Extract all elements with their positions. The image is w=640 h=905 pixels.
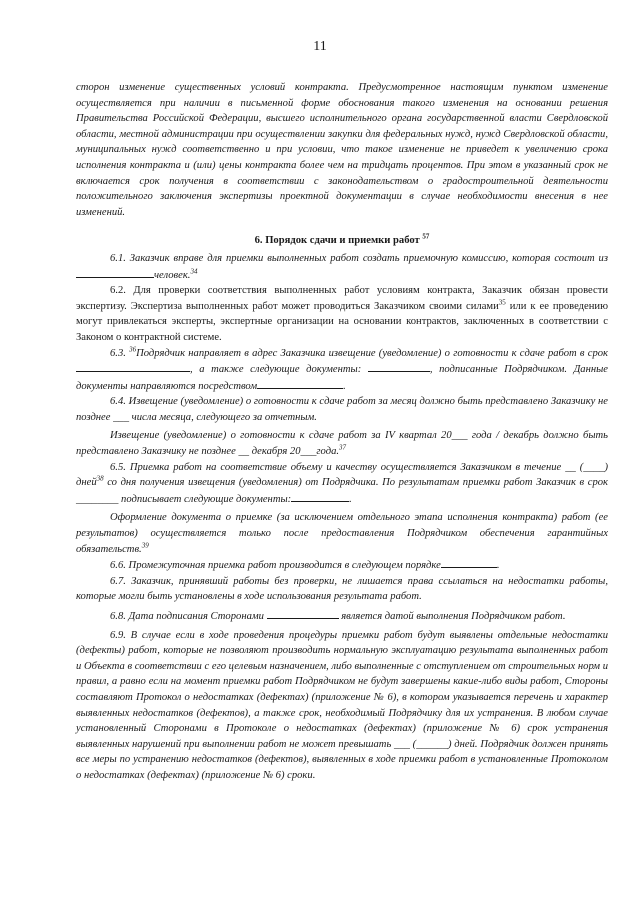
clause-6-5 [76, 460, 608, 508]
section-heading-text: 6. Порядок сдачи и приемки работ [254, 235, 420, 247]
blank-line [267, 608, 339, 619]
clause-6-9: 6.9. В случае если в ходе проведения процедуры приемки работ будут выявлены отдельные недостатки (дефекты) работ, которые не позволяют производить нормальную эксплуатацию результата выполненных работ и Объекта в соответствии с его целевым назначением, либо выполненные с отступлением от строительных норм и правил, а равно если на момент приемки работ Подрядчиком не будут завершены какие-либо виды работ, Стороны составляют Протокол о недостатках (дефектах) (приложение № 6), в котором указывается перечень и характер выявленных недостатков (дефектов), а также срок, необходимый Подрядчику для их устранения. В любом случае установленный Сторонами в Протоколе о недостатках (дефектах) (приложение № 6) срок устранения выявленных нарушений при выполнении работ не может превышать ___ (______) дней. Подрядчик должен принять все меры по устранению недостатков (дефектов), выявленных в ходе приемки работ в установленные Протоколом о недостатках (дефектах) (приложение № 6) сроки. [76, 629, 608, 781]
footnote-ref-34: 34 [190, 267, 198, 275]
clause-6-6 [76, 557, 608, 574]
blank-line [76, 361, 190, 372]
clause-6-3-end: . [343, 380, 346, 392]
clause-6-2-tail: или к ее проведению могут привлекаться эксперты, экспертные организации на основании контрактов, заключенных в соответствии с Законом о контрактной системе. [76, 300, 608, 343]
clause-6-6-text: 6.6. Промежуточная приемка работ производится в следующем порядке [110, 560, 441, 572]
clause-6-6-end: . [496, 560, 500, 572]
clause-6-7: 6.7. Заказчик, принявший работы без проверки, не лишается права ссылаться на недостатки работы, которые могли быть установлены в ходе использования результата работ. [76, 575, 608, 603]
clause-6-4-note [76, 428, 608, 459]
section-heading [76, 233, 608, 249]
clause-6-3-text: Подрядчик направляет в адрес Заказчика извещение (уведомление) о готовности к сдаче работ в срок [136, 347, 608, 359]
blank-line [291, 491, 349, 502]
clause-6-8 [76, 608, 608, 625]
clause-6-3-text-2: , а также следующие документы: [190, 364, 362, 376]
clause-6-3-num: 6.3. [110, 347, 130, 359]
clause-6-5-note [76, 510, 608, 557]
clause-6-1-text: 6.1. Заказчик вправе для приемки выполненных работ создать приемочную комиссию, которая состоит из [110, 252, 608, 264]
document-body [76, 80, 608, 784]
clause-6-4-note-text: Извещение (уведомление) о готовности к сдаче работ за IV квартал 20___ года / декабрь должно быть представлено Заказчику не позднее __ декабря 20___года. [76, 430, 608, 458]
clause-6-2 [76, 283, 608, 345]
clause-6-4: 6.4. Извещение (уведомление) о готовности к сдаче работ за месяц должно быть представлено Заказчику не позднее ___ числа месяца, следующего за отчетным. [76, 396, 608, 423]
clause-6-1-tail: человек. [154, 269, 191, 281]
clause-6-5-text: 6.5. Приемка работ на соответствие объему и качеству осуществляется Заказчиком в течение __ (____) дней [76, 461, 608, 489]
clause-6-8-end: является датой выполнения Подрядчиком работ. [341, 611, 566, 622]
footnote-ref-35: 35 [498, 298, 506, 307]
page-number: 11 [313, 39, 327, 54]
clause-6-5-note-text: Оформление документа о приемке (за исключением отдельного этапа исполнения контракта) работ (ее результатов) осуществляется только после предоставления Подрядчиком обеспечения гарантийных обязательств. [76, 512, 608, 555]
paragraph-continuation: сторон изменение существенных условий контракта. Предусмотренное настоящим пунктом изменение осуществляется при наличии в письменной форме обоснования такого изменения на основании решения Правительства Российской Федерации, высшего исполнительного органа государственной власти Свердловской области, местной администрации при осуществлении закупки для федеральных нужд, нужд Свердловской области, муниципальных нужд соответственно и при условии, что такое изменение не приведет к увеличению срока исполнения контракта и (или) цены контракта более чем на тридцать процентов. При этом в указанный срок не включается срок получения в соответствии с законодательством о градостроительной деятельности положительного заключения экспертизы проектной документации в случае необходимости внесения в нее изменений. [76, 82, 608, 218]
blank-line [76, 267, 154, 278]
clause-6-3 [76, 346, 608, 395]
clause-6-2-text: 6.2. Для проверки соответствия выполненных работ условиям контракта, Заказчик обязан провести экспертизу. Экспертиза выполненных работ может проводиться Заказчиком своими силами [76, 285, 608, 312]
clause-6-5-text-2: со дня получения извещения (уведомления) от Подрядчика. По результатам приемки работ Заказчик в срок ________ подписывает следующие документы: [76, 477, 608, 505]
blank-line [368, 361, 430, 372]
footnote-ref-37: 37 [339, 443, 347, 452]
footnote-ref-39: 39 [141, 541, 149, 550]
blank-line [257, 378, 343, 389]
blank-line [441, 557, 497, 568]
footnote-ref-57: 57 [422, 232, 430, 241]
clause-6-8-text: 6.8. Дата подписания Сторонами [110, 611, 264, 622]
clause-6-5-end: . [349, 493, 352, 505]
footnote-ref-36: 36 [129, 344, 137, 353]
footnote-ref-38: 38 [96, 474, 104, 483]
clause-6-3-text-3: , подписанные Подрядчиком. Данные документы направляются посредством [76, 364, 608, 392]
clause-6-1 [76, 251, 608, 283]
